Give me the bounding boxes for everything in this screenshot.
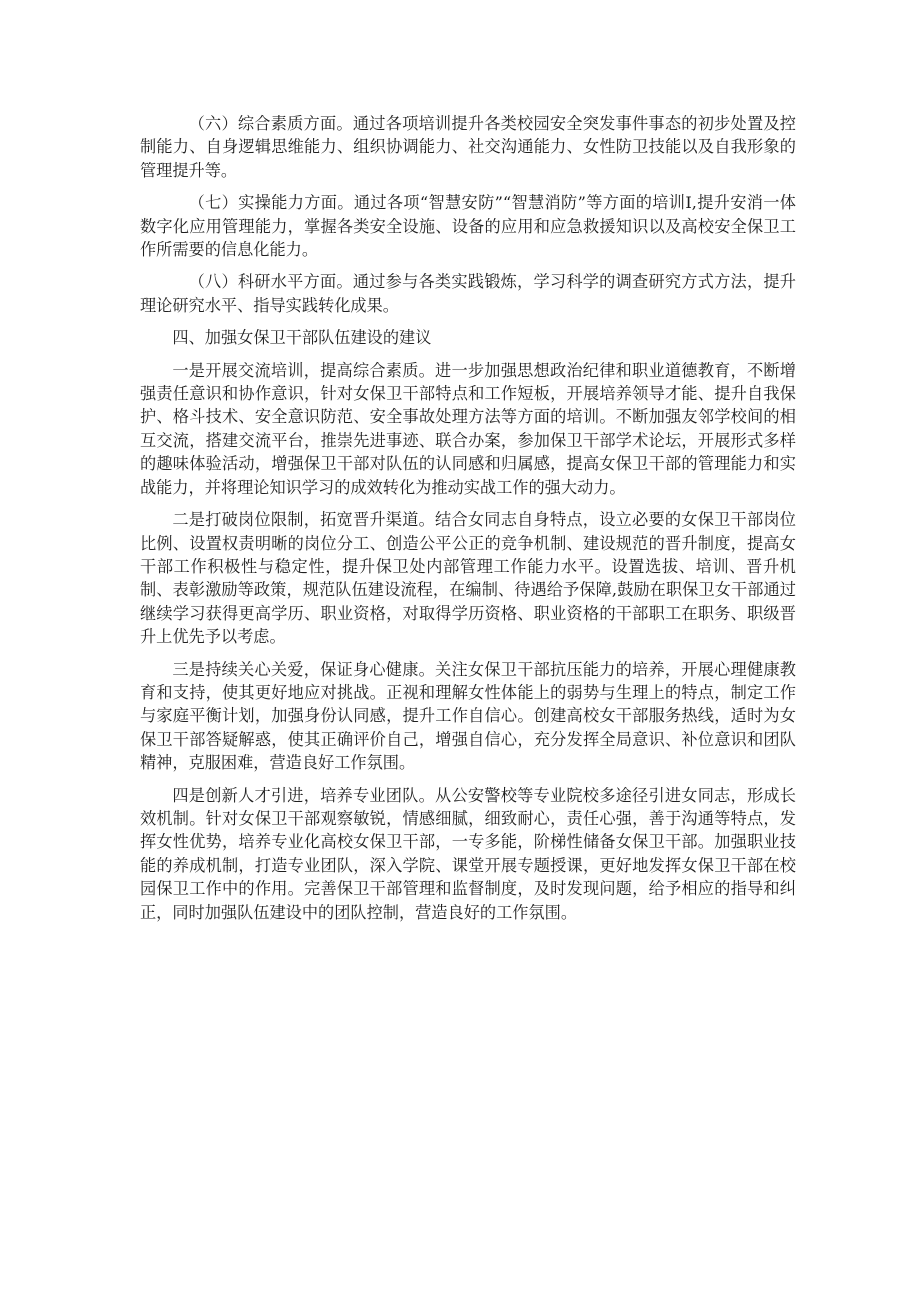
suggestion-paragraph-3: 三是持续关心关爱，保证身心健康。关注女保卫干部抗压能力的培养，开展心理健康教育和支持，使其更好地应对挑战。正视和理解女性体能上的弱势与生理上的特点，制定工作与家庭平衡计划，加强身份认同感，提升工作自信心。创建高校女干部服务热线，适时为女保卫干部答疑解惑，使其正确评价自己，增强自信心，充分发挥全局意识、补位意识和团队精神，克服困难，营造良好工作氛围。 xyxy=(140,659,796,773)
paragraph-research-level: （八）科研水平方面。通过参与各类实践锻炼，学习科学的调查研究方式方法，提升理论研究水平、指导实践转化成果。 xyxy=(140,272,796,315)
section-heading: 四、加强女保卫干部队伍建设的建议 xyxy=(172,328,432,348)
suggestion-paragraph-1: 一是开展交流培训，提高综合素质。进一步加强思想政治纪律和职业道德教育，不断增强责任意识和协作意识，针对女保卫干部特点和工作短板，开展培养领导才能、提升自我保护、格斗技术、安全意识防范、安全事故处理方法等方面的培训。不断加强友邻学校间的相互交流，搭建交流平台，推崇先进事迹、联合办案，参加保卫干部学术论坛，开展形式多样的趣味体验活动，增强保卫干部对队伍的认同感和归属感，提高女保卫干部的管理能力和实战能力，并将理论知识学习的成效转化为推动实战工作的强大动力。 xyxy=(140,360,796,497)
paragraph-comprehensive-quality: （六）综合素质方面。通过各项培训提升各类校园安全突发事件事态的初步处置及控制能力、自身逻辑思维能力、组织协调能力、社交沟通能力、女性防卫技能以及自我形象的管理提升等。 xyxy=(140,114,796,180)
suggestion-paragraph-2: 二是打破岗位限制，拓宽晋升渠道。结合女同志自身特点，设立必要的女保卫干部岗位比例、设置权责明晰的岗位分工、创造公平公正的竞争机制、建设规范的晋升制度，提高女干部工作积极性与稳定性，提升保卫处内部管理工作能力水平。设置选拔、培训、晋升机制、表彰激励等政策，规范队伍建设流程，在编制、待遇给予保障,鼓励在职保卫女干部通过继续学习获得更高学历、职业资格，对取得学历资格、职业资格的干部职工在职务、职级晋升上优先予以考虑。 xyxy=(140,510,796,647)
suggestion-paragraph-4: 四是创新人才引进，培养专业团队。从公安警校等专业院校多途径引进女同志，形成长效机制。针对女保卫干部观察敏锐，情感细腻，细致耐心，责任心强，善于沟通等特点，发挥女性优势，培养专业化高校女保卫干部，一专多能，阶梯性储备女保卫干部。加强职业技能的养成机制，打造专业团队，深入学院、课堂开展专题授课，更好地发挥女保卫干部在校园保卫工作中的作用。完善保卫干部管理和监督制度，及时发现问题，给予相应的指导和纠正，同时加强队伍建设中的团队控制，营造良好的工作氛围。 xyxy=(140,785,796,922)
document-page xyxy=(140,112,796,933)
paragraph-practical-ability: （七）实操能力方面。通过各项“智慧安防”“智慧消防”等方面的培训I,提升安消一体数字化应用管理能力，掌握各类安全设施、设备的应用和应急救援知识以及高校安全保卫工作所需要的信息化能力。 xyxy=(140,193,796,260)
